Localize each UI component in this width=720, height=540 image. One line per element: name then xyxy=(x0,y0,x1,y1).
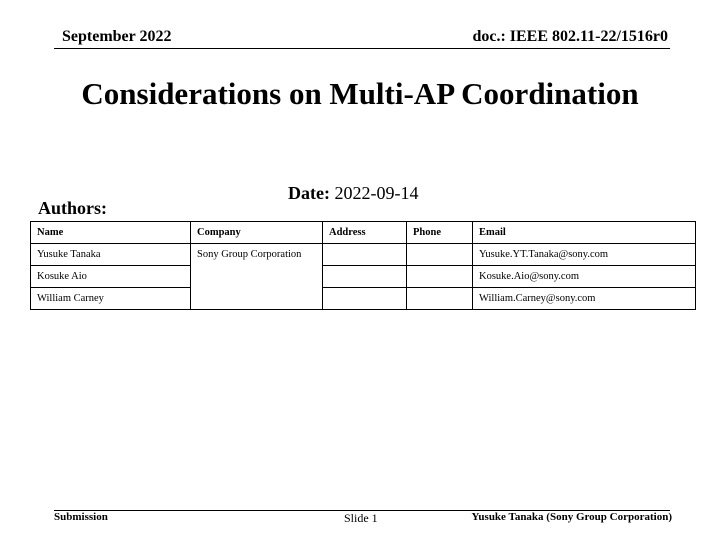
column-header-phone: Phone xyxy=(407,222,473,244)
date-line xyxy=(288,183,418,204)
author-name: William Carney xyxy=(31,288,191,310)
author-email: Yusuke.YT.Tanaka@sony.com xyxy=(473,244,696,266)
author-address xyxy=(323,244,407,266)
header-rule xyxy=(54,48,670,49)
column-header-address: Address xyxy=(323,222,407,244)
authors-heading: Authors: xyxy=(38,198,108,218)
author-phone xyxy=(407,288,473,310)
column-header-email: Email xyxy=(473,222,696,244)
header-date: September 2022 xyxy=(62,28,172,45)
table-row xyxy=(31,244,696,266)
date-label: Date: xyxy=(288,183,330,203)
author-address xyxy=(323,288,407,310)
header-doc-id: doc.: IEEE 802.11-22/1516r0 xyxy=(472,28,668,45)
table-header-row xyxy=(31,222,696,244)
author-address xyxy=(323,266,407,288)
author-company: Sony Group Corporation xyxy=(191,244,323,310)
authors-table xyxy=(30,221,696,310)
author-name: Kosuke Aio xyxy=(31,266,191,288)
author-phone xyxy=(407,244,473,266)
footer-slide-number: Slide 1 xyxy=(344,511,378,525)
footer-submission: Submission xyxy=(54,511,108,523)
author-email: William.Carney@sony.com xyxy=(473,288,696,310)
author-email: Kosuke.Aio@sony.com xyxy=(473,266,696,288)
column-header-company: Company xyxy=(191,222,323,244)
date-value: 2022-09-14 xyxy=(334,183,419,203)
column-header-name: Name xyxy=(31,222,191,244)
author-name: Yusuke Tanaka xyxy=(31,244,191,266)
table-row xyxy=(31,288,696,310)
footer-author: Yusuke Tanaka (Sony Group Corporation) xyxy=(471,511,672,523)
author-phone xyxy=(407,266,473,288)
slide-title: Considerations on Multi-AP Coordination xyxy=(81,76,639,111)
table-row xyxy=(31,266,696,288)
